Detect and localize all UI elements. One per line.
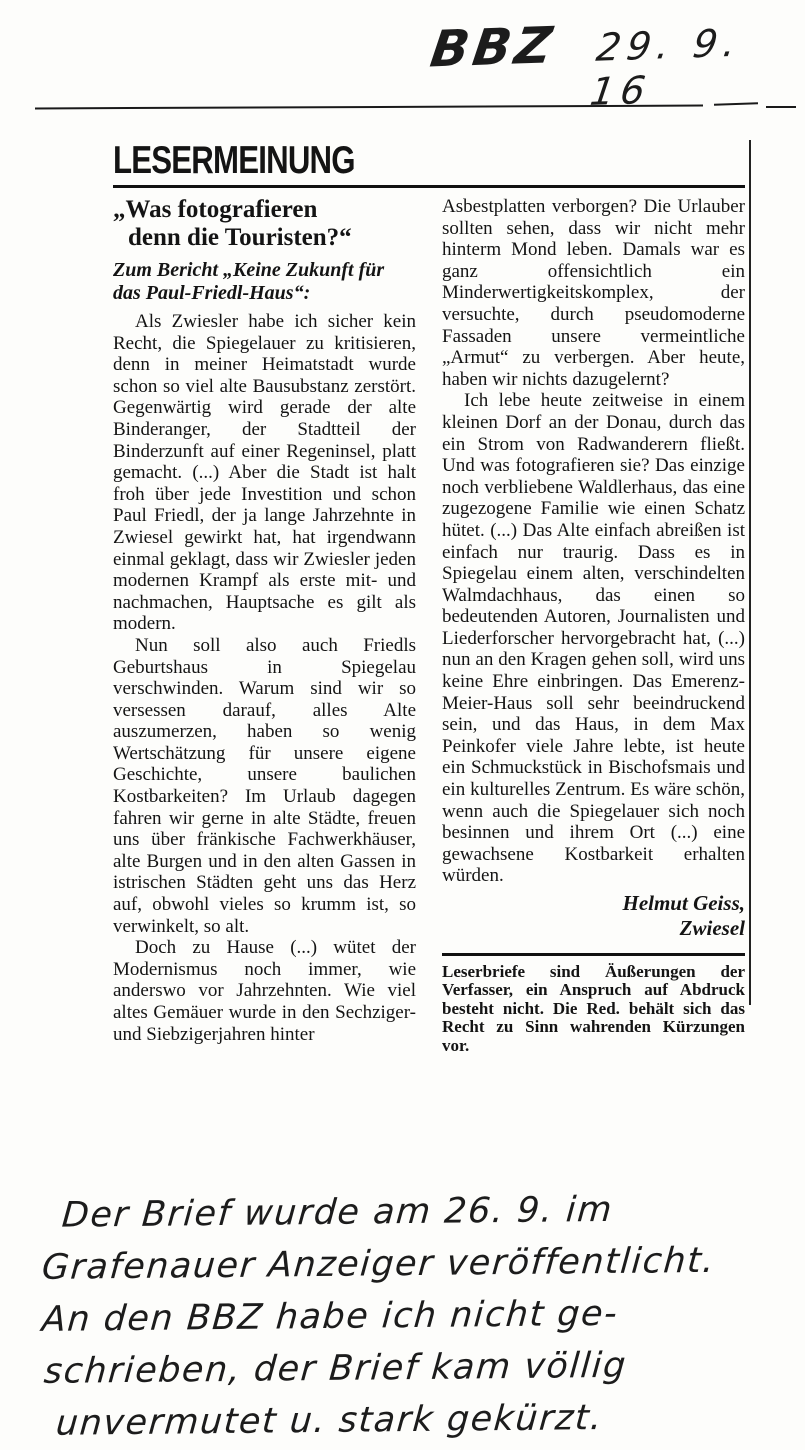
author-name: Helmut Geiss, [622,891,745,915]
section-title: LESERMEINUNG [113,139,355,182]
footer-rule [442,953,745,956]
scan-fold-line [766,106,796,108]
section-rule [113,185,745,188]
paragraph: Ich lebe heute zeitweise in einem kleinen Dorf an der Donau, durch das ein Strom von Radwanderern fließt. Und was fotografieren sie? Das einzige noch verbliebene Waldlerhaus, das eine zugezogene Familie wie einen Schatz hütet. (...) Das Alte einfach abreißen ist einfach nur traurig. Dass es in Spiegelau einem alten, verschindelten Walmdachhaus, das einen so bedeutenden Autoren, Journalisten und Liederforscher hervorgebracht hat, (...) nun an den Kragen gehen soll, wird uns keine Ehre einbringen. Das Emerenz-Meier-Haus soll sehr beeindruckend sein, und das Haus, in dem Max Peinkofer viele Jahre lebte, ist heute ein Schmuckstück in Bischofsmais und ein kulturelles Zentrum. Es wäre schön, wenn auch die Spiegelauer sich noch besinnen und ihrem Ort (...) eine gewachsene Kostbarkeit erhalten würden. [442,390,745,887]
left-column [113,196,416,1055]
right-column [442,196,745,1055]
handwritten-date: 29. 9. 16 [587,20,745,115]
author-city: Zwiesel [679,916,745,940]
clipping-edge-line [749,140,751,1005]
editorial-disclaimer: Leserbriefe sind Äußerungen der Verfasser, ein Anspruch auf Abdruck besteht nicht. Die Red. behält sich das Recht zu Sinn wahrenden Kürzungen vor. [442,961,745,1055]
handwritten-line: schrieben, der Brief kam völlig [42,1345,629,1392]
article-headline [113,196,416,252]
paragraph: Nun soll also auch Friedls Geburtshaus in Spiegelau verschwinden. Warum sind wir so versessen darauf, alles Alte auszumerzen, haben so wenig Wertschätzung für unsere eigene Geschichte, unsere baulichen Kostbarkeiten? Im Urlaub dagegen fahren wir gerne in alte Städte, freuen uns über fränkische Fachwerkhäuser, alte Burgen und in den alten Gassen in istrischen Städten geht uns das Herz auf, obwohl vieles so krumm ist, so verwinkelt, so alt. [113,634,416,937]
author-signature [442,891,745,941]
headline-line-1: „Was fotografieren [113,196,318,223]
paragraph: Doch zu Hause (...) wütet der Modernismus noch immer, wie anderswo vor Jahrzehnten. Wie viel altes Gemäuer wurde in den Sechziger- und Siebzigerjahren hinter [113,937,416,1045]
article [113,140,747,1055]
article-columns [113,196,747,1055]
paragraph: Als Zwiesler habe ich sicher kein Recht, die Spiegelauer zu kritisieren, denn in meiner Heimatstadt wurde schon so viel alte Bausubstanz zerstört. Gegenwärtig wird gerade der alte Binderanger, der Stadtteil der Binderzunft auf einer Regeninsel, platt gemacht. (...) Aber die Stadt ist halt froh über jede Investition und schon Paul Friedl, der ja lange Jahrzehnte in Zwiesel gewirkt hat, hat irgendwann einmal geklagt, dass wir Zwiesler jeden modernen Krampf als erste mit- und nachmachen, Hauptsache es gilt als modern. [113,311,416,635]
newspaper-abbreviation: BBZ [426,15,560,79]
handwritten-line: Der Brief wurde am 26. 9. im [60,1189,615,1236]
handwritten-line: Grafenauer Anzeiger veröffentlicht. [40,1240,717,1288]
handwritten-bottom-note [28,1182,798,1450]
article-intro: Zum Bericht „Keine Zukunft für das Paul-Friedl-Haus“: [113,259,385,304]
handwritten-line: An den BBZ habe ich nicht ge- [40,1293,620,1340]
paragraph-continuation: Asbestplatten verborgen? Die Urlauber sollten sehen, dass wir nicht mehr hinterm Mond leben. Damals war es ganz offensichtlich ein Minderwertigkeitskomplex, der versuchte, durch pseudomoderne Fassaden unsere vermeintliche „Armut“ zu verbergen. Aber heute, haben wir nichts dazugelernt? [442,196,745,390]
handwritten-line: unvermutet u. stark gekürzt. [54,1398,605,1444]
headline-line-2: denn die Touristen?“ [128,224,352,251]
